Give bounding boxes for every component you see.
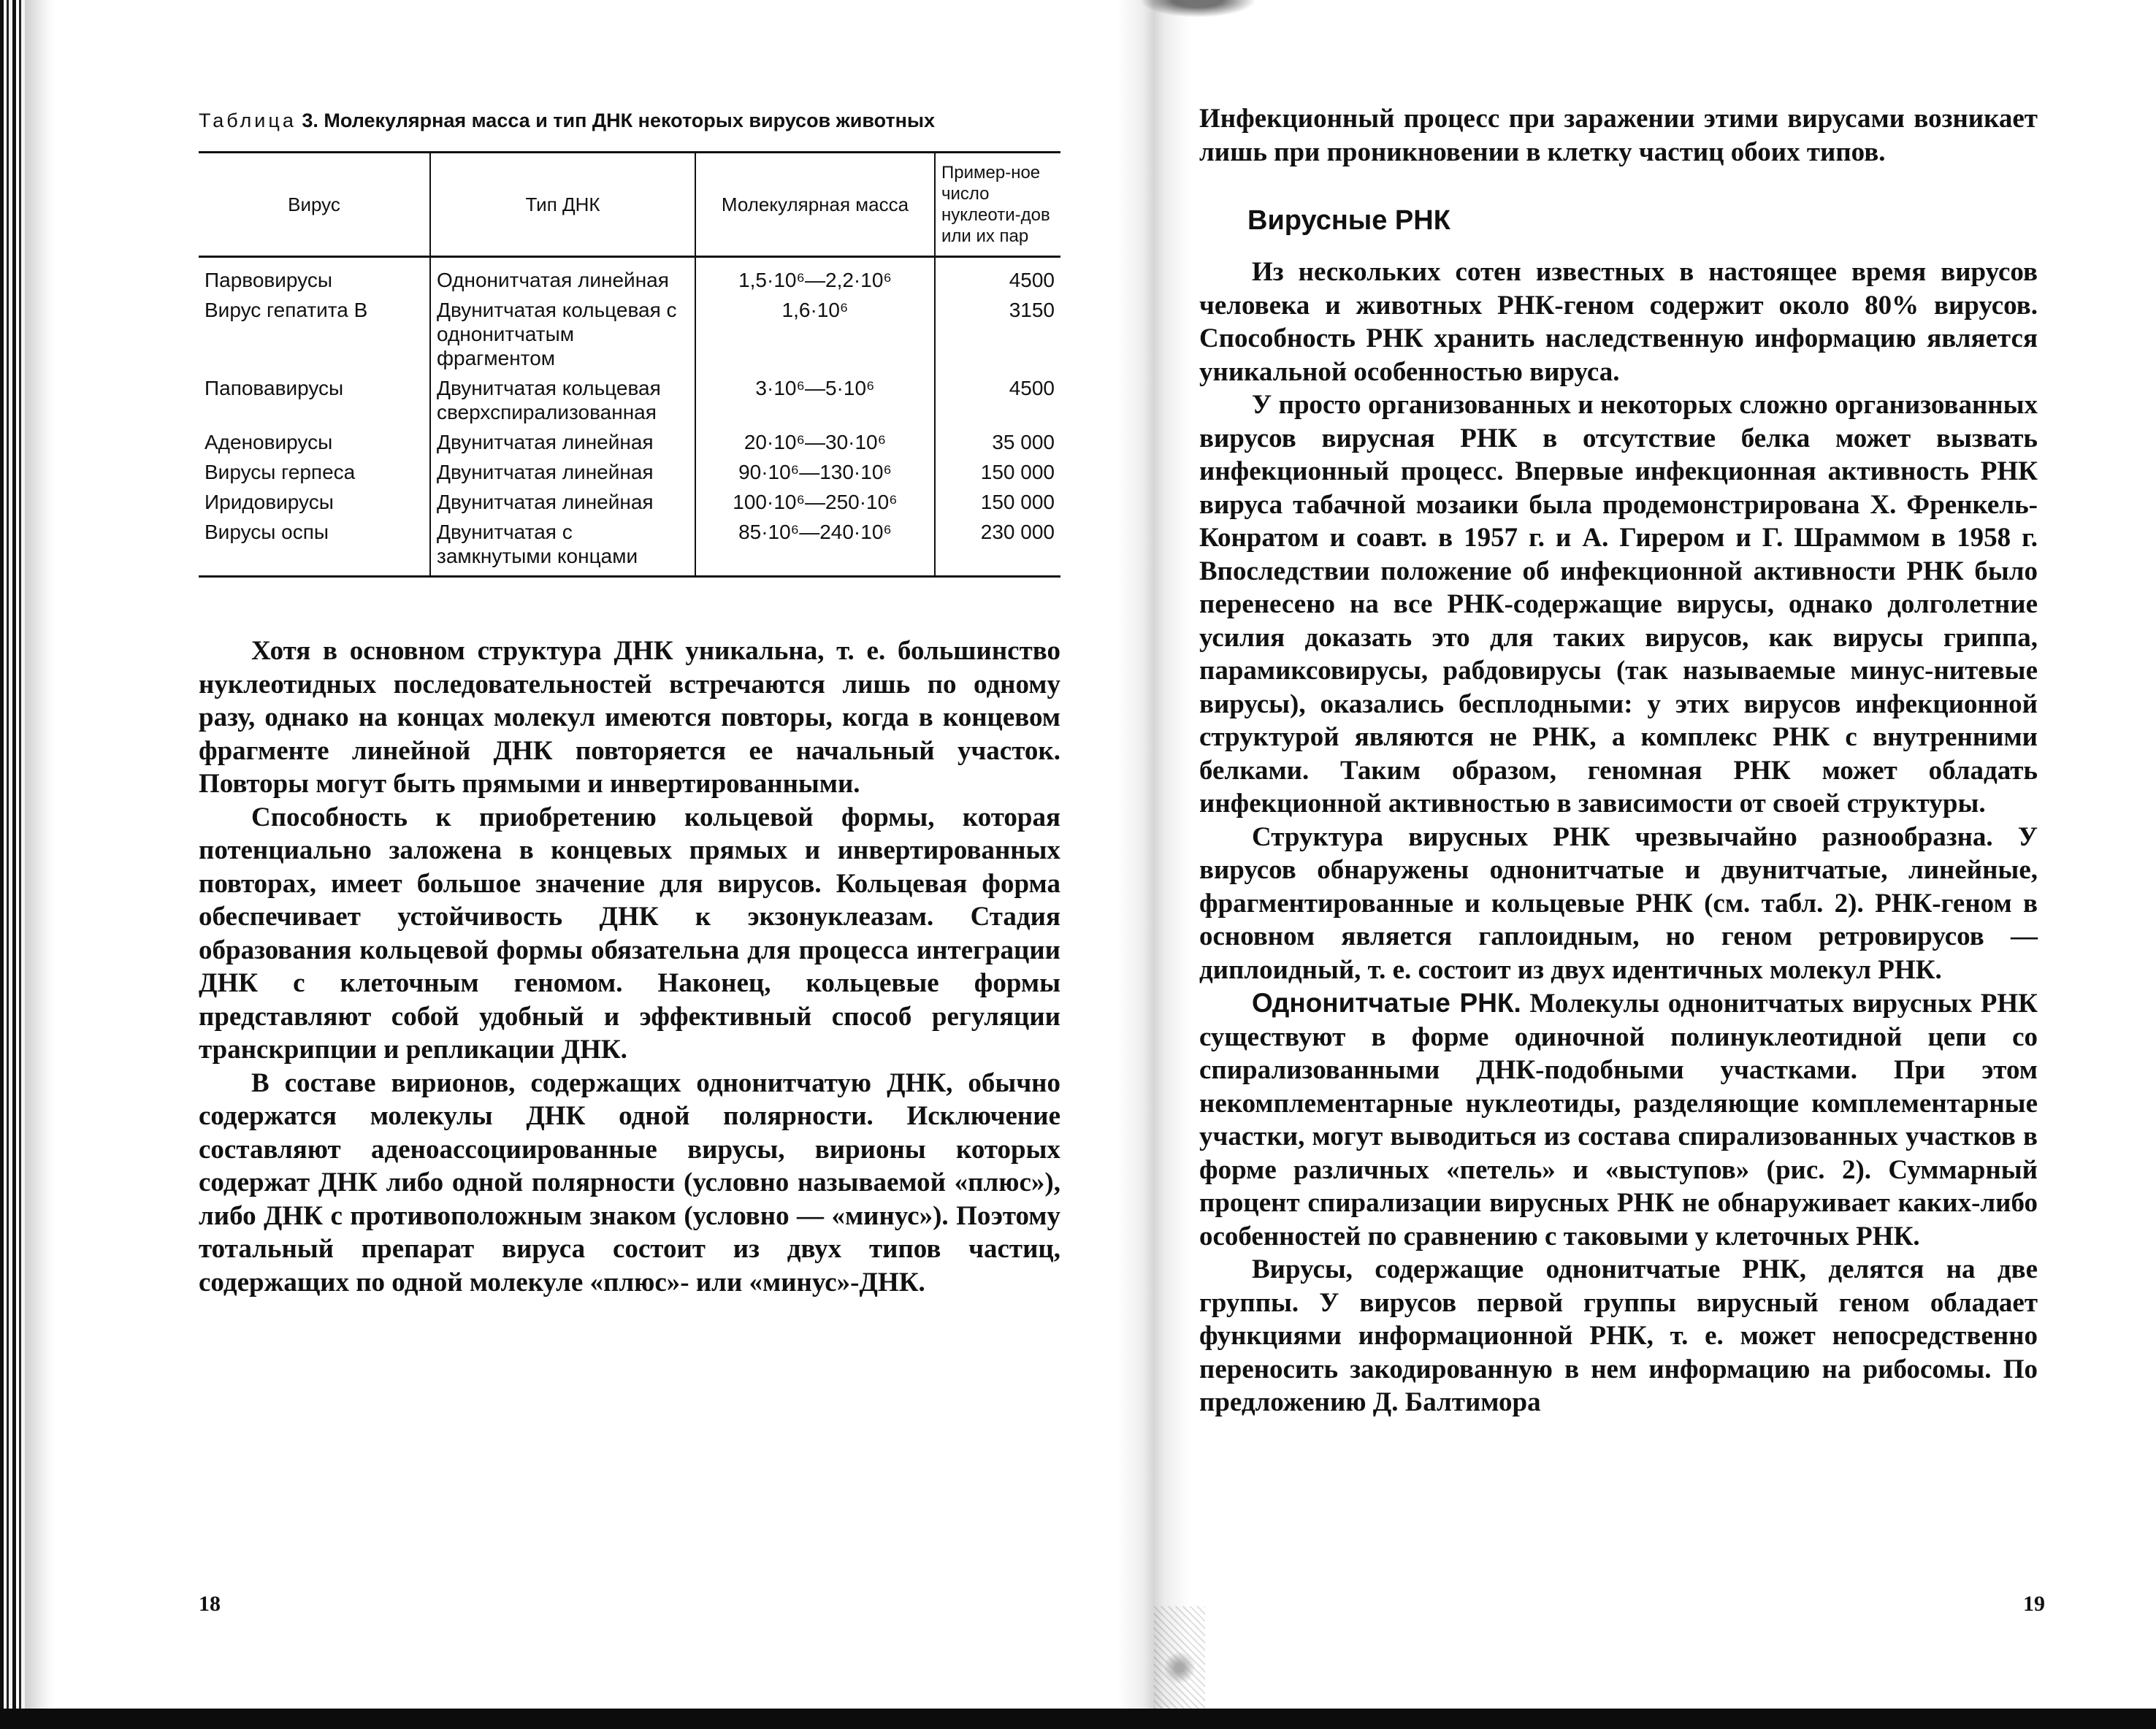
- paragraph-continued: Инфекционный процесс при заражении этими вирусами возникает лишь при проникновении в клетку частиц обоих типов.: [1199, 104, 2038, 167]
- runin-heading: Однонитчатые РНК.: [1252, 988, 1521, 1018]
- cell-virus: Аденовирусы: [204, 431, 333, 453]
- table-row: [199, 427, 1060, 457]
- header-virus: Вирус: [288, 193, 340, 215]
- scan-bottom-edge: [0, 1709, 2156, 1729]
- cell-type: Двунитчатая линейная: [430, 427, 695, 457]
- cell-virus: Иридовирусы: [204, 491, 334, 513]
- right-page: [1199, 102, 2038, 1419]
- cell-nucleotides: 4500: [935, 257, 1060, 296]
- table-row: [199, 487, 1060, 517]
- header-mass: Молекулярная масса: [695, 153, 935, 257]
- cell-nucleotides: 150 000: [935, 457, 1060, 487]
- cell-nucleotides: 150 000: [935, 487, 1060, 517]
- paragraph: В составе вирионов, содержащих однонитчатую ДНК, обычно содержатся молекулы ДНК одной полярности. Исключение составляют аденоассоциированные вирусы, вирионы которых содержат ДНК либо одной полярности (условно называемой «плюс»), либо ДНК с противоположным знаком (условно — «минус»). Поэтому тотальный препарат вируса состоит из двух типов частиц, содержащих по одной молекуле «плюс»- или «минус»-ДНК.: [199, 1067, 1060, 1297]
- left-body-text: [199, 635, 1060, 1299]
- cell-mass: 3·10⁶—5·10⁶: [695, 373, 935, 427]
- paragraph: Вирусы, содержащие однонитчатые РНК, делятся на две группы. У вирусов первой группы вирусный геном обладает функциями информационной РНК, т. е. может непосредственно переносить закодированную в нем информацию на рибосомы. По предложению Д. Балтимора: [1199, 1254, 2038, 1417]
- table-row: [199, 517, 1060, 577]
- right-body-text: [1199, 102, 2038, 1419]
- paragraph: Из нескольких сотен известных в настоящее время вирусов человека и животных РНК-геном содержит около 80% вирусов. Способность РНК хранить наследственную информацию является уникальной особенностью вируса.: [1199, 257, 2038, 387]
- cell-type: Двунитчатая кольцевая сверхспирализованная: [430, 373, 695, 427]
- table-header-row: [199, 153, 1060, 257]
- page-number-right: 19: [2023, 1592, 2045, 1616]
- cell-nucleotides: 230 000: [935, 517, 1060, 577]
- cell-type: Двунитчатая с замкнутыми концами: [430, 517, 695, 577]
- paragraph: У просто организованных и некоторых сложно организованных вирусов вирусная РНК в отсутствие белка может вызвать инфекционный процесс. Впервые инфекционная активность РНК вируса табачной мозаики была продемонстрирована Х. Френкель-Конратом и соавт. в 1957 г. и А. Гирером и Г. Шраммом в 1958 г. Впоследствии положение об инфекционной активности РНК было перенесено на все РНК-содержащие вирусы, однако долголетние усилия доказать это для таких вирусов, как вирусы гриппа, парамиксовирусы, рабдовирусы (так называемые минус-нитевые вирусы), оказались бесплодными: у этих вирусов инфекционной структурой являются не РНК, а комплекс РНК с внутренними белками. Таким образом, геномная РНК может обладать инфекционной активностью в зависимости от своей структуры.: [1199, 390, 2038, 819]
- paragraph: Способность к приобретению кольцевой формы, которая потенциально заложена в концевых прямых и инвертированных повторах, имеет большое значение для вирусов. Кольцевая форма обеспечивает устойчивость ДНК к экзонуклеазам. Стадия образования кольцевой формы обязательна для процесса интеграции ДНК с клеточным геномом. Наконец, кольцевые формы представляют собой удобный и эффективный способ регуляции транскрипции и репликации ДНК.: [199, 802, 1060, 1065]
- table-row: [199, 257, 1060, 296]
- cell-virus: Паповавирусы: [204, 377, 344, 399]
- cell-virus: Вирус гепатита В: [204, 299, 368, 321]
- book-gutter: [1117, 0, 1190, 1709]
- table-caption-label: Таблица: [199, 110, 297, 131]
- cell-type: Двунитчатая кольцевая с однонитчатым фрагментом: [430, 295, 695, 373]
- cell-mass: 90·10⁶—130·10⁶: [695, 457, 935, 487]
- table-caption: [199, 110, 1068, 132]
- book-edge-shadow: [25, 0, 54, 1729]
- cell-mass: 1,5·10⁶—2,2·10⁶: [695, 257, 935, 296]
- dna-table: [199, 151, 1060, 578]
- header-nucleotides: Пример-ное число нуклеоти-дов или их пар: [935, 153, 1060, 257]
- cell-mass: 20·10⁶—30·10⁶: [695, 427, 935, 457]
- page-number-left: 18: [199, 1592, 221, 1616]
- runin-text: Молекулы однонитчатых вирусных РНК существуют в форме одиночной полинуклеотидной цепи со спирализованными ДНК-подобными участками. При этом некомплементарные нуклеотиды, разделяющие комплементарные участки, могут выводиться из состава спирализованных участков в форме различных «петель» и «выступов» (рис. 2). Суммарный процент спирализации вирусных РНК не обнаруживает каких-либо особенностей по сравнению с таковыми у клеточных РНК.: [1199, 989, 2038, 1251]
- gutter-speckle: [1154, 1606, 1205, 1709]
- cell-type: Однонитчатая линейная: [430, 257, 695, 296]
- table-row: [199, 295, 1060, 373]
- table-row: [199, 373, 1060, 427]
- paragraph: Структура вирусных РНК чрезвычайно разнообразна. У вирусов обнаружены однонитчатые и двунитчатые, линейные, фрагментированные и кольцевые РНК (см. табл. 2). РНК-геном в основном является гаплоидным, но геном ретровирусов — диплоидный, т. е. состоит из двух идентичных молекул РНК.: [1199, 821, 2038, 985]
- cell-mass: 1,6·10⁶: [695, 295, 935, 373]
- table-caption-text: 3. Молекулярная масса и тип ДНК некоторых вирусов животных: [302, 110, 936, 131]
- paragraph: Хотя в основном структура ДНК уникальна, т. е. большинство нуклеотидных последовательностей встречаются лишь по одному разу, однако на концах молекул имеются повторы, когда в концевом фрагменте линейной ДНК повторяется ее начальный участок. Повторы могут быть прямыми и инвертированными.: [199, 636, 1060, 799]
- section-title: Вирусные РНК: [1247, 205, 1450, 236]
- book-edge-left: [0, 0, 25, 1729]
- table-row: [199, 457, 1060, 487]
- cell-virus: Парвовирусы: [204, 269, 332, 291]
- cell-type: Двунитчатая линейная: [430, 457, 695, 487]
- cell-mass: 85·10⁶—240·10⁶: [695, 517, 935, 577]
- cell-virus: Вирусы герпеса: [204, 461, 356, 483]
- header-dna-type: Тип ДНК: [430, 153, 695, 257]
- cell-nucleotides: 3150: [935, 295, 1060, 373]
- cell-type: Двунитчатая линейная: [430, 487, 695, 517]
- cell-nucleotides: 35 000: [935, 427, 1060, 457]
- cell-mass: 100·10⁶—250·10⁶: [695, 487, 935, 517]
- paragraph-runin: [1199, 986, 2038, 1253]
- left-page: [199, 110, 1068, 1299]
- cell-nucleotides: 4500: [935, 373, 1060, 427]
- cell-virus: Вирусы оспы: [199, 517, 430, 577]
- top-smudge: [1139, 0, 1256, 18]
